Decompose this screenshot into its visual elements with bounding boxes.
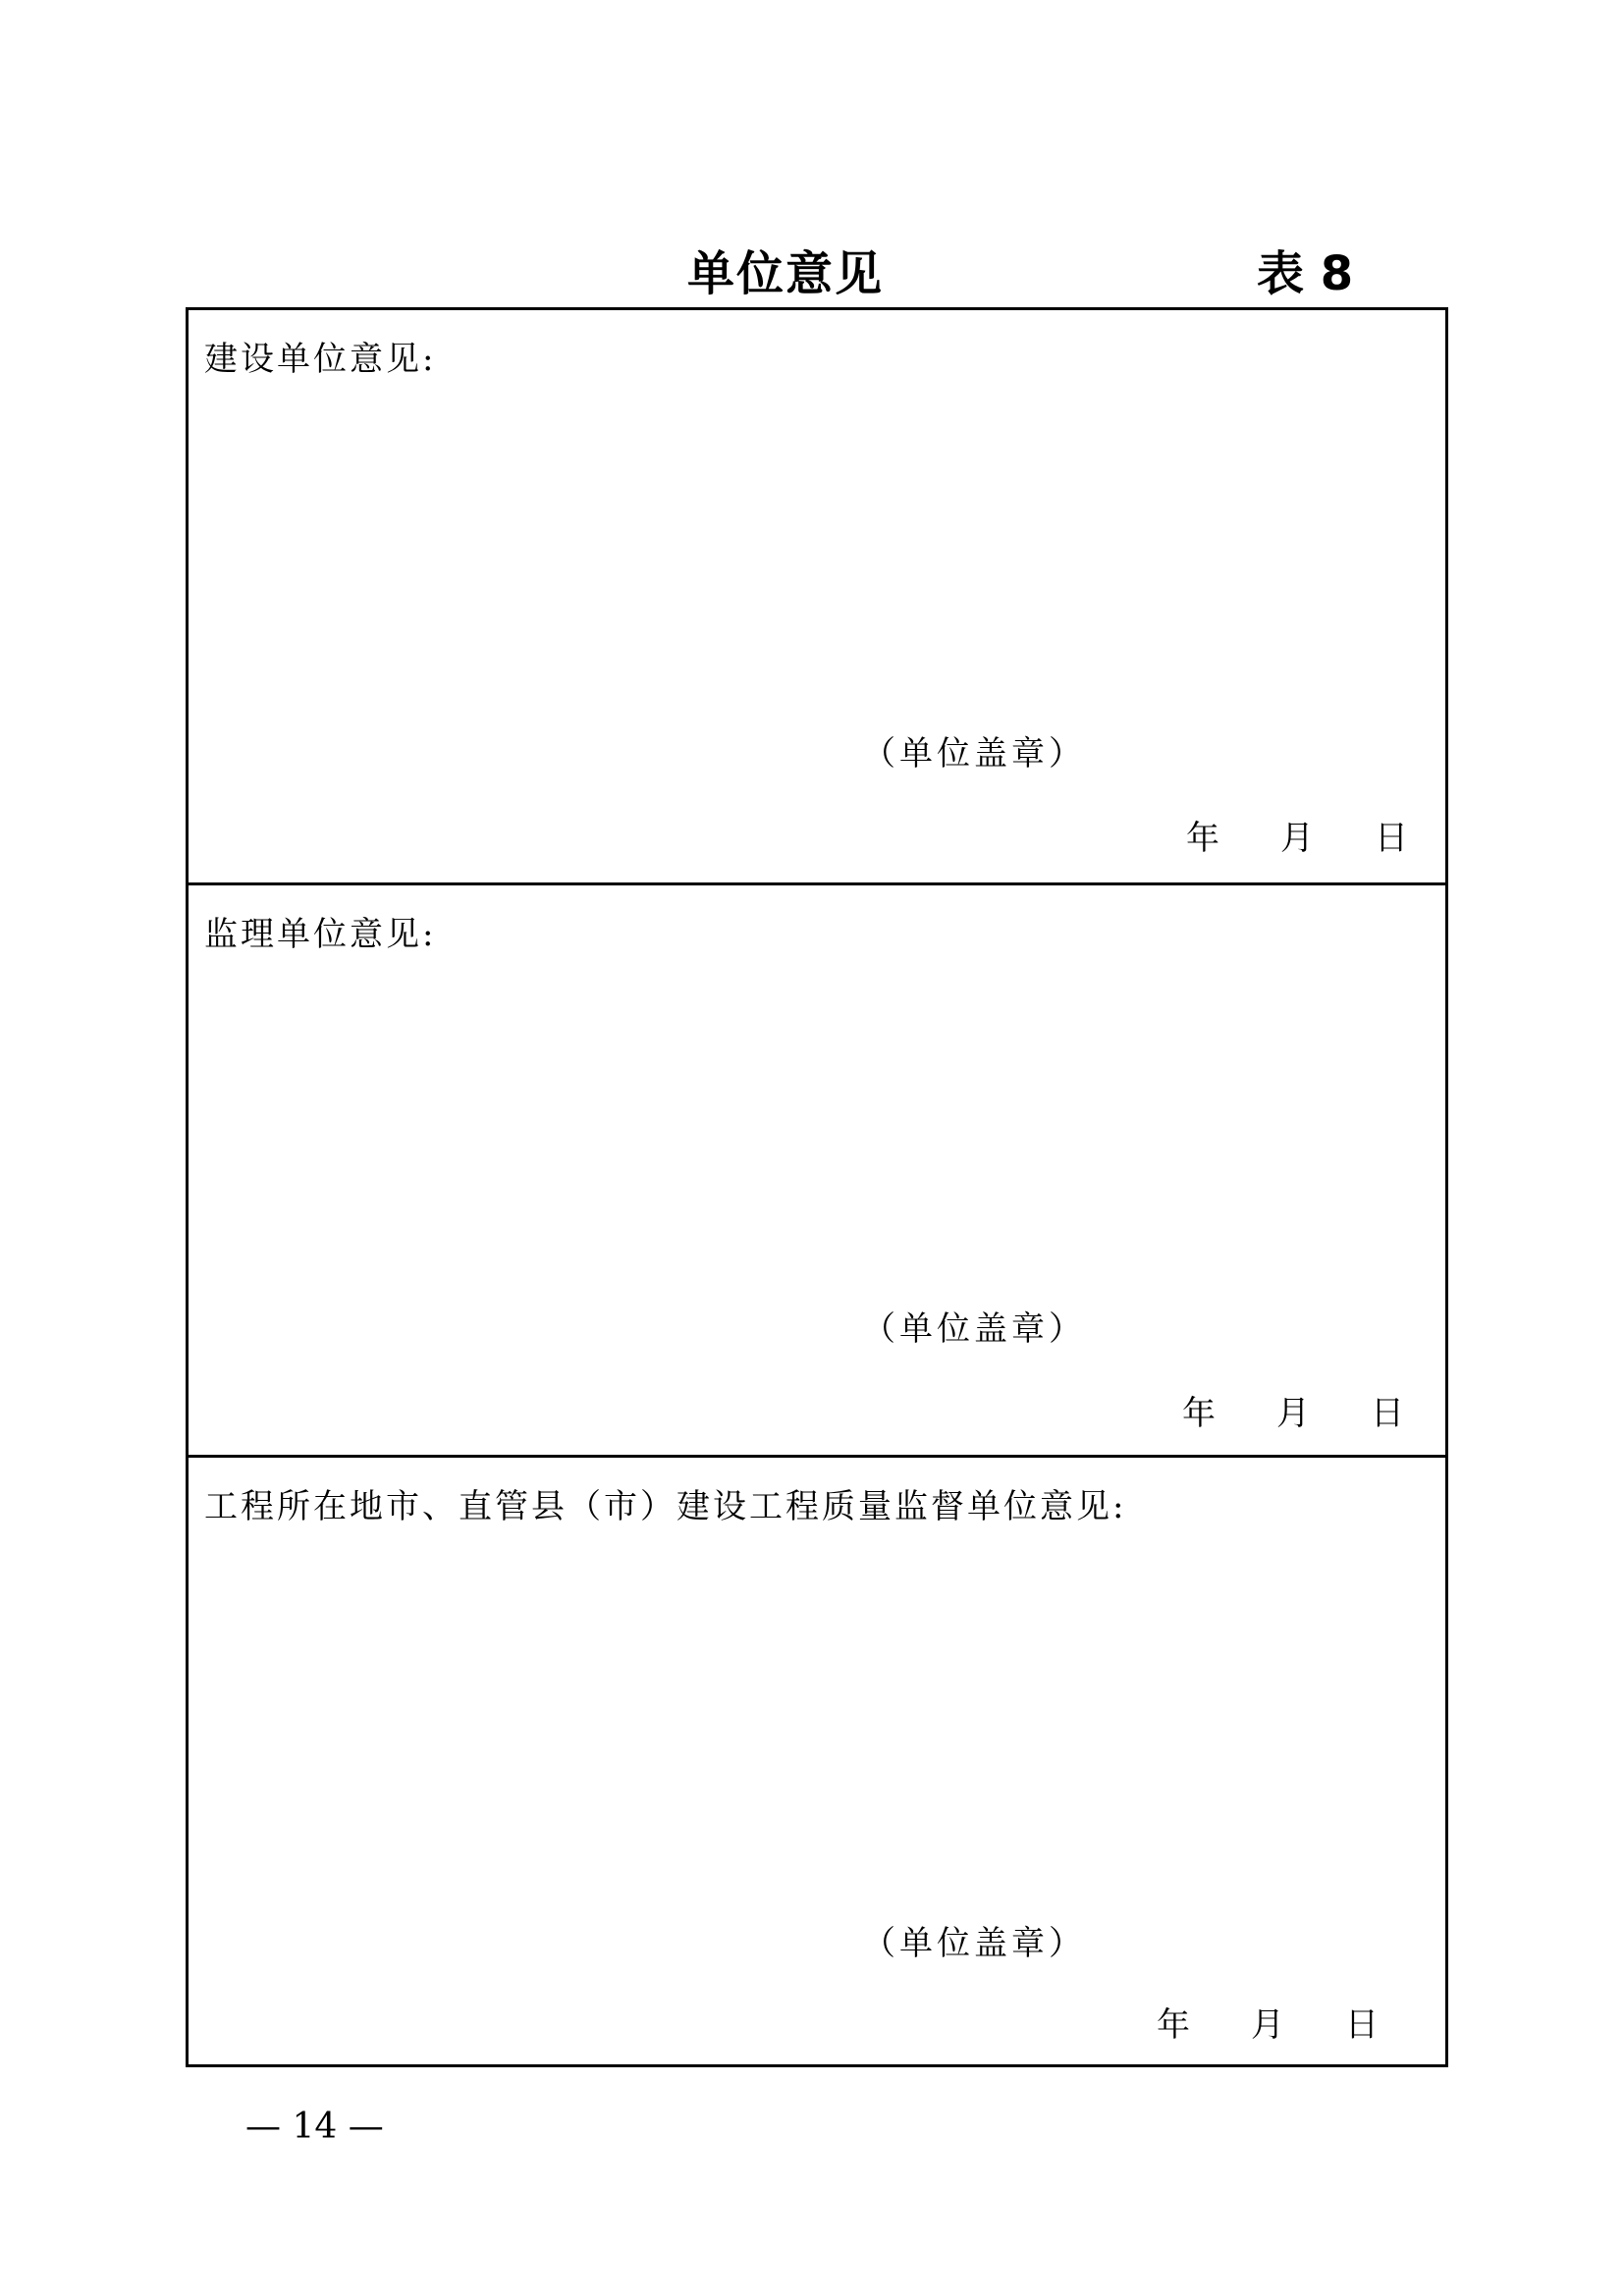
- date-line: [1157, 1998, 1379, 2046]
- table-number: 表 8: [1257, 246, 1354, 301]
- page-title: 单位意见: [686, 246, 884, 301]
- year-label: 年: [1182, 1394, 1216, 1433]
- supervision-unit-opinion-section[interactable]: [189, 882, 1445, 1455]
- unit-seal-label: （单位盖章）: [862, 1924, 1086, 1963]
- month-label: 月: [1276, 1394, 1310, 1433]
- unit-seal-label: （单位盖章）: [862, 1309, 1086, 1349]
- date-line: [1186, 811, 1408, 859]
- section-label: 建设单位意见:: [204, 340, 437, 379]
- day-label: 日: [1375, 819, 1408, 858]
- date-line: [1182, 1386, 1404, 1434]
- day-label: 日: [1345, 2005, 1379, 2045]
- unit-seal-label: （单位盖章）: [862, 734, 1086, 774]
- day-label: 日: [1371, 1394, 1404, 1433]
- year-label: 年: [1157, 2005, 1190, 2045]
- page-number: — 14 —: [245, 2107, 384, 2147]
- construction-unit-opinion-section[interactable]: [189, 310, 1445, 882]
- month-label: 月: [1251, 2005, 1284, 2045]
- opinion-form-table: [186, 307, 1448, 2067]
- year-label: 年: [1186, 819, 1219, 858]
- quality-supervision-unit-opinion-section[interactable]: [189, 1455, 1445, 2067]
- month-label: 月: [1280, 819, 1314, 858]
- section-label: 监理单位意见:: [204, 915, 437, 954]
- section-label: 工程所在地市、直管县（市）建设工程质量监督单位意见:: [204, 1487, 1127, 1526]
